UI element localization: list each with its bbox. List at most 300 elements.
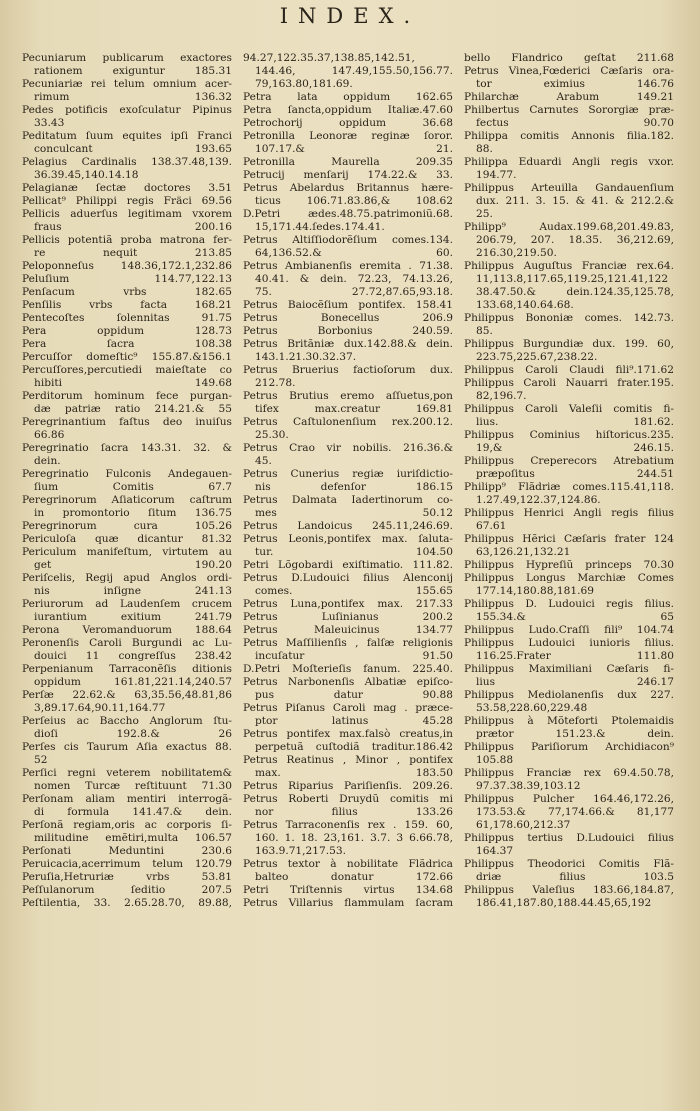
index-entry bbox=[243, 299, 453, 312]
index-entry-line: Philippus Ludouici iunioris filius. bbox=[464, 637, 674, 649]
index-entry bbox=[22, 156, 232, 182]
index-entry-line: 45. bbox=[255, 455, 272, 467]
index-entry bbox=[243, 91, 453, 104]
index-entry-line: dux. 211. 3. 15. & 41. & 212.2.& bbox=[476, 195, 674, 207]
index-entry-line: 144.46, 147.49,155.50,156.77. bbox=[255, 65, 453, 77]
index-entry bbox=[464, 429, 674, 455]
index-entry-line: nomen Turcæ reſtituunt 71.30 bbox=[34, 780, 232, 792]
index-entry-line: Petrucij menſarij 174.22.& 33. bbox=[243, 169, 453, 181]
index-entry bbox=[243, 520, 453, 533]
index-entry-line: Peregrinorum Aſiaticorum caſtrum bbox=[22, 494, 232, 506]
index-entry bbox=[243, 533, 453, 559]
index-entry-line: dæ patriæ ratio 214.21.& 55 bbox=[34, 403, 232, 415]
index-entry-line: 40.41. & dein. 72.23, 74.13.26, bbox=[255, 273, 453, 285]
index-entry-line: Philbertus Carnutes Sororgiæ præ- bbox=[464, 104, 674, 116]
index-entry-line: Philippus Cominius hiſtoricus.235. bbox=[464, 429, 674, 441]
index-entry-line: Peſtilentia, 33. 2.65.28.70, 89.88, bbox=[22, 897, 232, 909]
index-entry bbox=[243, 793, 453, 819]
index-entry-line: Philippus Pariſiorum Archidiacon⁹ bbox=[464, 741, 674, 753]
index-entry-line: iurantium exitium 241.79 bbox=[34, 611, 232, 623]
index-entry-line: 75. 27.72,87.65,93.18. bbox=[255, 286, 453, 298]
index-entry-line: Philippus Pulcher 164.46,172.26, bbox=[464, 793, 674, 805]
index-entry-line: Philippus Longus Marchiæ Comes bbox=[464, 572, 674, 584]
index-entry bbox=[22, 845, 232, 858]
index-entry bbox=[243, 312, 453, 325]
index-entry-line: Philippus Auguſtus Franciæ rex.64. bbox=[464, 260, 674, 272]
index-entry-line: Philippus Theodorici Comitis Flã- bbox=[464, 858, 674, 870]
index-entry-line: Petri Lõgobardi exiſtimatio. 111.82. bbox=[243, 559, 453, 571]
index-entry-line: balteo donatur 172.66 bbox=[255, 871, 453, 883]
index-entry-line: 64,136.52.& 60. bbox=[255, 247, 453, 259]
index-entry-line: Petrochorij oppidum 36.68 bbox=[243, 117, 453, 129]
index-entry bbox=[243, 442, 453, 468]
index-entry-line: oppidum 161.81,221.14,240.57 bbox=[34, 676, 232, 688]
index-entry-line: Perſeius ac Baccho Anglorum ſtu- bbox=[22, 715, 232, 727]
index-entry bbox=[464, 130, 674, 156]
index-entry bbox=[243, 819, 453, 858]
index-entry-line: 38.47.50.& dein.124.35,125.78, bbox=[476, 286, 674, 298]
index-entry-line: Petrus Altiſſiodorẽſium comes.134. bbox=[243, 234, 453, 246]
index-entry bbox=[243, 169, 453, 182]
index-entry-line: Petrus Vinea,Fœderici Cæſaris ora- bbox=[464, 65, 674, 77]
index-entry-line: Philippus tertius D.Ludouici filius bbox=[464, 832, 674, 844]
index-entry-line: rationem exiguntur 185.31 bbox=[34, 65, 232, 77]
index-entry-line: nor filius 133.26 bbox=[255, 806, 453, 818]
index-entry bbox=[22, 442, 232, 468]
index-entry bbox=[243, 897, 453, 910]
index-entry-line: Pellicis aduerſus legitimam vxorem bbox=[22, 208, 232, 220]
index-entry bbox=[464, 481, 674, 507]
index-entry-line: Pera oppidum 128.73 bbox=[22, 325, 232, 337]
index-entry bbox=[22, 351, 232, 364]
index-entry-line: Pera ſacra 108.38 bbox=[22, 338, 232, 350]
index-entry bbox=[22, 273, 232, 286]
index-entry bbox=[464, 65, 674, 91]
index-entry-line: re nequit 213.85 bbox=[34, 247, 232, 259]
index-entry-line: 33.43 bbox=[34, 117, 65, 129]
index-entry-line: Petrus Reatinus , Minor , pontifex bbox=[243, 754, 453, 766]
index-entry-line: Philippus Ludo.Craſſi fili⁹ 104.74 bbox=[464, 624, 674, 636]
index-entry-line: tor eximius 146.76 bbox=[476, 78, 674, 90]
index-entry-line: Pellicat⁹ Philippi regis Fräci 69.56 bbox=[22, 195, 232, 207]
index-entry bbox=[22, 325, 232, 338]
index-entry-line: Percuſſor domeſtic⁹ 155.87.&156.1 bbox=[22, 351, 232, 363]
index-entry-line: Philippus à Mõteforti Ptolemaidis bbox=[464, 715, 674, 727]
index-entry-line: 53.58,228.60,229.48 bbox=[476, 702, 588, 714]
index-entry-line: Petrus Narbonenſis Albatiæ epiſco- bbox=[243, 676, 453, 688]
index-entry bbox=[22, 416, 232, 442]
index-entry-line: Percuſſores,percutiedi maieſtate co bbox=[22, 364, 232, 376]
index-entry bbox=[22, 234, 232, 260]
index-entry-line: 11,113.8,117.65,119.25,121.41,122 bbox=[476, 273, 669, 285]
index-entry-line: 160. 1. 18. 23,161. 3.7. 3 6.66.78, bbox=[255, 832, 453, 844]
index-entry-line: 186.41,187.80,188.44.45,65,192 bbox=[476, 897, 652, 909]
index-column-3 bbox=[464, 52, 674, 910]
index-entry-line: Philippus Caroli Claudi fili⁹.171.62 bbox=[464, 364, 674, 376]
index-entry-line: Petrus Borbonius 240.59. bbox=[243, 325, 453, 337]
index-entry-line: Petrus Caſtulonenſium rex.200.12. bbox=[243, 416, 453, 428]
index-entry-line: Philippus Hẽrici Cæſaris frater 124 bbox=[464, 533, 674, 545]
index-entry bbox=[22, 104, 232, 130]
index-entry bbox=[464, 221, 674, 260]
index-entry-line: dioſi 192.8.& 26 bbox=[34, 728, 232, 740]
index-entry bbox=[22, 182, 232, 195]
index-entry bbox=[22, 299, 232, 312]
index-entry-line: Philippus Henrici Angli regis filius bbox=[464, 507, 674, 519]
index-entry-line: 105.88 bbox=[476, 754, 514, 766]
index-entry bbox=[243, 117, 453, 130]
page-title: INDEX. bbox=[279, 4, 421, 28]
index-entry bbox=[243, 390, 453, 416]
index-entry-line: 52 bbox=[34, 754, 48, 766]
index-entry-line: Petrus textor à nobilitate Flãdrica bbox=[243, 858, 453, 870]
index-entry bbox=[22, 494, 232, 520]
index-entry bbox=[464, 182, 674, 221]
index-entry-line: max. 183.50 bbox=[255, 767, 453, 779]
index-entry-line: 66.86 bbox=[34, 429, 65, 441]
index-entry-line: Pelagius Cardinalis 138.37.48,139. bbox=[22, 156, 232, 168]
index-entry bbox=[464, 663, 674, 689]
index-entry bbox=[464, 767, 674, 793]
index-entry-line: Petrus Bruerius factioſorum dux. bbox=[243, 364, 453, 376]
index-entry-line: Perſæ 22.62.& 63,35.56,48.81,86 bbox=[22, 689, 232, 701]
index-entry-line: tur. 104.50 bbox=[255, 546, 453, 558]
index-entry bbox=[22, 663, 232, 689]
index-entry bbox=[22, 624, 232, 637]
index-entry bbox=[22, 260, 232, 273]
index-entry bbox=[464, 52, 674, 65]
index-entry-line: Petrus Villarius flammulam ſacram bbox=[243, 897, 453, 909]
index-entry bbox=[464, 793, 674, 832]
index-entry bbox=[22, 52, 232, 78]
index-entry-line: dein. bbox=[34, 455, 61, 467]
index-entry-line: 155.34.& 65 bbox=[476, 611, 674, 623]
index-entry-line: Petrus Leonis,pontifex max. ſaluta- bbox=[243, 533, 453, 545]
index-entry bbox=[464, 715, 674, 741]
index-entry bbox=[243, 754, 453, 780]
index-entry-line: Petrus Landoicus 245.11,246.69. bbox=[243, 520, 453, 532]
index-entry bbox=[243, 624, 453, 637]
index-entry bbox=[22, 858, 232, 871]
index-entry-line: Perſonati Meduntini 230.6 bbox=[22, 845, 232, 857]
index-entry-line: 25.30. bbox=[255, 429, 289, 441]
index-entry bbox=[464, 104, 674, 130]
index-entry bbox=[22, 130, 232, 156]
index-entry bbox=[22, 468, 232, 494]
index-entry-line: Perſonã regiam,oris ac corporis ſi- bbox=[22, 819, 232, 831]
index-entry bbox=[464, 832, 674, 858]
index-entry-line: Perſes cis Taurum Aſia exactus 88. bbox=[22, 741, 232, 753]
index-entry-line: 116.25.Frater 111.80 bbox=[476, 650, 674, 662]
index-entry-line: Petri Triſtennis virtus 134.68 bbox=[243, 884, 453, 896]
index-entry bbox=[464, 689, 674, 715]
index-entry-line: 67.61 bbox=[476, 520, 507, 532]
index-entry bbox=[464, 403, 674, 429]
index-entry bbox=[464, 156, 674, 182]
index-entry-line: ſium Comitis 67.7 bbox=[34, 481, 232, 493]
index-entry-line: Petrus Maleuicinus 134.77 bbox=[243, 624, 453, 636]
index-entry bbox=[464, 338, 674, 364]
index-entry bbox=[243, 208, 453, 234]
index-entry-line: Perpenianum Tarraconẽſis ditionis bbox=[22, 663, 232, 675]
index-entry bbox=[22, 871, 232, 884]
index-entry-line: lius. 181.62. bbox=[476, 416, 674, 428]
index-entry bbox=[22, 390, 232, 416]
index-entry bbox=[22, 715, 232, 741]
index-entry bbox=[464, 533, 674, 559]
index-entry-line: Philippus Hypreſiũ princeps 70.30 bbox=[464, 559, 674, 571]
index-entry-line: Periculoſa quæ dicantur 81.32 bbox=[22, 533, 232, 545]
index-entry bbox=[464, 260, 674, 312]
index-entry-line: Petrus Cunerius regiæ iuriſdictio- bbox=[243, 468, 453, 480]
index-entry-line: Petrus Luſinianus 200.2 bbox=[243, 611, 453, 623]
index-entry-line: 216.30,219.50. bbox=[476, 247, 557, 259]
index-entry-line: 177.14,180.88,181.69 bbox=[476, 585, 594, 597]
index-entry-line: Petrus Dalmata Iadertinorum co- bbox=[243, 494, 453, 506]
index-entry-line: Peronenſis Caroli Burgundi ac Lu- bbox=[22, 637, 232, 649]
index-entry-line: Petrus D.Ludouici filius Alenconij bbox=[243, 572, 453, 584]
index-entry-line: 97.37.38.39,103.12 bbox=[476, 780, 581, 792]
index-entry-line: Petronilla Maurella 209.35 bbox=[243, 156, 453, 168]
index-entry-line: Petrus Britãniæ dux.142.88.& dein. bbox=[243, 338, 453, 350]
index-entry bbox=[243, 598, 453, 611]
index-entry bbox=[22, 533, 232, 546]
index-entry bbox=[243, 858, 453, 884]
index-entry bbox=[464, 455, 674, 481]
index-entry-line: Perſonam aliam mentiri interrogã- bbox=[22, 793, 232, 805]
index-column-2 bbox=[243, 52, 453, 910]
index-entry-line: Periſcelis, Regij apud Anglos ordi- bbox=[22, 572, 232, 584]
index-entry-line: 25. bbox=[476, 208, 493, 220]
index-entry-line: Petrus Riparius Pariſienſis. 209.26. bbox=[243, 780, 453, 792]
index-entry-line: incuſatur 91.50 bbox=[255, 650, 453, 662]
index-entry-line: Philippus Burgundiæ dux. 199. 60, bbox=[464, 338, 674, 350]
index-entry-line: Peditatum ſuum equites ipſi Franci bbox=[22, 130, 232, 142]
index-entry-line: Philippus Bononiæ comes. 142.73. bbox=[464, 312, 674, 324]
index-entry-line: Pelagianæ ſectæ doctores 3.51 bbox=[22, 182, 232, 194]
index-entry bbox=[243, 338, 453, 364]
index-column-1 bbox=[22, 52, 232, 910]
index-entry-line: 1.27.49,122.37,124.86. bbox=[476, 494, 601, 506]
index-entry bbox=[22, 572, 232, 598]
index-entry-line: nis inſigne 241.13 bbox=[34, 585, 232, 597]
index-entry bbox=[464, 507, 674, 533]
index-entry bbox=[22, 364, 232, 390]
index-entry-line: 173.53.& 77,174.66.& 81,177 bbox=[476, 806, 674, 818]
index-entry bbox=[22, 286, 232, 299]
index-entry-line: Pecuniariæ rei telum omnium acer- bbox=[22, 78, 232, 90]
index-entry-line: Philippus Arteuilla Gandauenſium bbox=[464, 182, 674, 194]
index-entry bbox=[243, 884, 453, 897]
index-entry bbox=[464, 312, 674, 338]
index-entry-line: Peregrinantium faſtus deo inuiſus bbox=[22, 416, 232, 428]
index-entry bbox=[464, 858, 674, 884]
index-entry-line: Penſilis vrbs facta 168.21 bbox=[22, 299, 232, 311]
index-entry-line: 61,178.60,212.37 bbox=[476, 819, 571, 831]
index-entry-line: Philarchæ Arabum 149.21 bbox=[464, 91, 674, 103]
index-entry bbox=[243, 702, 453, 728]
index-entry-line: Petrus Baiocẽſium pontifex. 158.41 bbox=[243, 299, 453, 311]
index-entry-line: conculcant 193.65 bbox=[34, 143, 232, 155]
index-entry-line: Philipp⁹ Flãdriæ comes.115.41,118. bbox=[464, 481, 674, 493]
index-entry bbox=[22, 78, 232, 104]
index-entry bbox=[243, 494, 453, 520]
index-entry-line: 19,& 246.15. bbox=[476, 442, 674, 454]
index-entry-line: 85. bbox=[476, 325, 493, 337]
index-entry bbox=[22, 884, 232, 897]
index-entry bbox=[243, 663, 453, 676]
index-entry-line: Petrus Ambianenſis eremita . 71.38. bbox=[243, 260, 453, 272]
index-entry bbox=[243, 611, 453, 624]
index-entry bbox=[464, 624, 674, 637]
index-entry bbox=[243, 234, 453, 260]
index-entry bbox=[464, 91, 674, 104]
index-entry bbox=[243, 780, 453, 793]
index-entry-line: 206.79, 207. 18.35. 36,212.69, bbox=[476, 234, 674, 246]
index-entry-line: Philippa Eduardi Angli regis vxor. bbox=[464, 156, 674, 168]
index-entry bbox=[464, 637, 674, 663]
index-entry-line: pus datur 90.88 bbox=[255, 689, 453, 701]
index-entry-line: Philippus Valeſius 183.66,184.87, bbox=[464, 884, 674, 896]
index-entry bbox=[22, 312, 232, 325]
index-entry bbox=[22, 767, 232, 793]
index-entry bbox=[464, 364, 674, 377]
index-entry-line: Peruſia,Hetruriæ vrbs 53.81 bbox=[22, 871, 232, 883]
index-entry-line: 3,89.17.64,90.11,164.77 bbox=[34, 702, 166, 714]
index-entry-line: Philippus Caroli Valeſii comitis fi- bbox=[464, 403, 674, 415]
index-entry bbox=[464, 572, 674, 598]
index-entry bbox=[22, 819, 232, 845]
index-entry-line: Pecuniarum publicarum exactores bbox=[22, 52, 232, 64]
index-entry bbox=[22, 689, 232, 715]
index-entry-line: Peſſulanorum ſeditio 207.5 bbox=[22, 884, 232, 896]
index-entry-line: 107.17.& 21. bbox=[255, 143, 453, 155]
index-entry-line: Peregrinatio Fulconis Andegauen- bbox=[22, 468, 232, 480]
index-entry bbox=[22, 195, 232, 208]
index-entry-line: douici 11 congreſſus 238.42 bbox=[34, 650, 232, 662]
index-entry-line: bello Flandrico geſtat 211.68 bbox=[464, 52, 674, 64]
index-entry-line: Philippus Franciæ rex 69.4.50.78, bbox=[464, 767, 674, 779]
index-entry-line: Philippus Mediolanenſis dux 227. bbox=[464, 689, 674, 701]
index-entry-line: rimum 136.32 bbox=[34, 91, 232, 103]
index-entry bbox=[22, 637, 232, 663]
index-entry-line: 223.75,225.67,238.22. bbox=[476, 351, 598, 363]
index-entry-line: Petrus Piſanus Caroli mag . præce- bbox=[243, 702, 453, 714]
index-entry bbox=[464, 741, 674, 767]
index-entry bbox=[243, 572, 453, 598]
index-entry-line: 63,126.21,132.21 bbox=[476, 546, 571, 558]
index-entry-line: Perona Veromanduorum 188.64 bbox=[22, 624, 232, 636]
index-entry bbox=[22, 741, 232, 767]
index-entry-line: Petrus Crao vir nobilis. 216.36.& bbox=[243, 442, 453, 454]
index-entry-line: Petrus Abelardus Britannus hære- bbox=[243, 182, 453, 194]
index-entry-line: Perditorum hominum fece purgan- bbox=[22, 390, 232, 402]
index-entry-line: Petrus Bonecellus 206.9 bbox=[243, 312, 453, 324]
index-entry bbox=[22, 520, 232, 533]
index-entry-line: 212.78. bbox=[255, 377, 296, 389]
index-entry-line: comes. 155.65 bbox=[255, 585, 453, 597]
index-entry-line: hibiti 149.68 bbox=[34, 377, 232, 389]
index-entry bbox=[243, 559, 453, 572]
index-entry-line: Philippus Caroli Nauarri frater.195. bbox=[464, 377, 674, 389]
index-entry-line: Petrus Brutius eremo aſſuetus,pon bbox=[243, 390, 453, 402]
index-entry-line: militudine emẽtiri,multa 106.57 bbox=[34, 832, 232, 844]
index-entry bbox=[464, 377, 674, 403]
index-entry-line: Penſacum vrbs 182.65 bbox=[22, 286, 232, 298]
index-entry-line: Philippus Creperecors Atrebatium bbox=[464, 455, 674, 467]
index-entry-line: Philippus D. Ludouici regis filius. bbox=[464, 598, 674, 610]
index-entry bbox=[22, 793, 232, 819]
index-entry-line: Peregrinorum cura 105.26 bbox=[22, 520, 232, 532]
index-entry-line: Philipp⁹ Audax.199.68,201.49.83, bbox=[464, 221, 674, 233]
index-entry-line: tifex max.creatur 169.81 bbox=[255, 403, 453, 415]
index-entry-line: Philippus Maximiliani Cæſaris fi- bbox=[464, 663, 674, 675]
index-entry-line: get 190.20 bbox=[34, 559, 232, 571]
index-entry-line: præpoſitus 244.51 bbox=[476, 468, 674, 480]
index-entry-line: Petra lata oppidum 162.65 bbox=[243, 91, 453, 103]
index-entry-line: 133.68,140.64.68. bbox=[476, 299, 574, 311]
index-entry bbox=[243, 468, 453, 494]
index-entry-line: nis defenſor 186.15 bbox=[255, 481, 453, 493]
index-entry-line: 82,196.7. bbox=[476, 390, 527, 402]
index-entry-line: D.Petri Moſterieſis fanum. 225.40. bbox=[243, 663, 453, 675]
index-entry-line: perpetuã cuſtodiã traditur.186.42 bbox=[255, 741, 453, 753]
index-entry-line: Perſici regni veterem nobilitatem& bbox=[22, 767, 232, 779]
index-entry bbox=[243, 637, 453, 663]
index-entry bbox=[243, 260, 453, 299]
index-entry bbox=[464, 598, 674, 624]
index-entry-line: fectus 90.70 bbox=[476, 117, 674, 129]
index-entry-line: ticus 106.71.83.86,& 108.62 bbox=[255, 195, 453, 207]
index-entry bbox=[243, 52, 453, 91]
index-entry-line: D.Petri ædes.48.75.patrimoniũ.68. bbox=[243, 208, 453, 220]
index-entry-line: driæ filius 103.5 bbox=[476, 871, 674, 883]
index-entry-line: 36.39.45,140.14.18 bbox=[34, 169, 139, 181]
index-entry bbox=[22, 897, 232, 910]
index-entry bbox=[22, 546, 232, 572]
index-entry-line: 163.9.71,217.53. bbox=[255, 845, 346, 857]
index-entry-line: 164.37 bbox=[476, 845, 514, 857]
index-entry bbox=[22, 598, 232, 624]
index-entry-line: Periculum manifeſtum, virtutem au bbox=[22, 546, 232, 558]
index-entry-line: Pedes potificis exoſculatur Pipinus bbox=[22, 104, 232, 116]
index-entry bbox=[243, 130, 453, 156]
index-entry-line: Peruicacia,acerrimum telum 120.79 bbox=[22, 858, 232, 870]
index-entry bbox=[243, 104, 453, 117]
index-entry-line: prætor 151.23.& dein. bbox=[476, 728, 674, 740]
index-entry-line: Petrus pontifex max.falsò creatus,in bbox=[243, 728, 453, 740]
index-entry-line: in promontorio ſitum 136.75 bbox=[34, 507, 232, 519]
index-entry-line: 88. bbox=[476, 143, 493, 155]
index-entry-line: 94.27,122.35.37,138.85,142.51, bbox=[243, 52, 415, 64]
index-entry-line: Petrus Roberti Druydũ comitis mi bbox=[243, 793, 453, 805]
index-entry-line: Petrus Maſſilienſis , falſæ religionis bbox=[243, 637, 453, 649]
index-entry bbox=[22, 208, 232, 234]
index-entry bbox=[243, 676, 453, 702]
index-entry-line: Periurorum ad Laudenſem crucem bbox=[22, 598, 232, 610]
index-entry-line: Pentecoſtes ſolennitas 91.75 bbox=[22, 312, 232, 324]
index-entry-line: ptor latinus 45.28 bbox=[255, 715, 453, 727]
index-entry-line: Pellicis potentiã proba matrona fer- bbox=[22, 234, 232, 246]
index-entry bbox=[243, 416, 453, 442]
index-entry bbox=[243, 325, 453, 338]
index-entry bbox=[243, 364, 453, 390]
index-entry-line: di formula 141.47.& dein. bbox=[34, 806, 232, 818]
index-entry-line: 194.77. bbox=[476, 169, 517, 181]
index-entry-line: fraus 200.16 bbox=[34, 221, 232, 233]
index-entry-line: mes 50.12 bbox=[255, 507, 453, 519]
index-entry bbox=[464, 559, 674, 572]
